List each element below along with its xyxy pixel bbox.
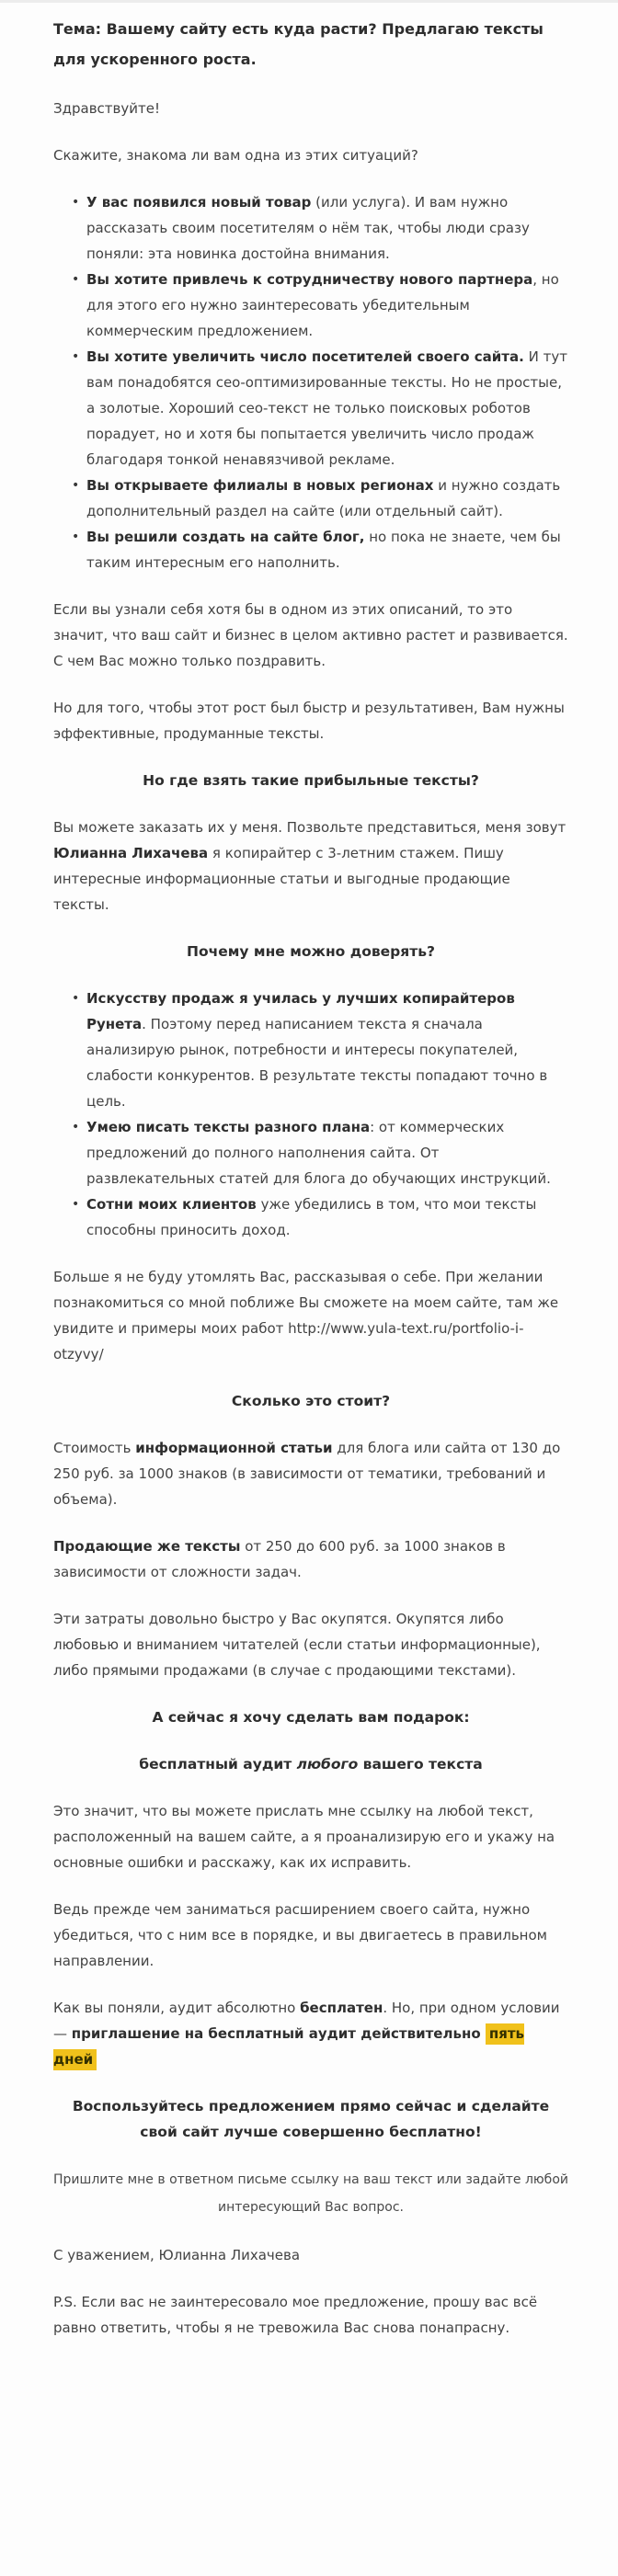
bold-text-segment: Умею писать тексты разного плана [86, 1119, 371, 1135]
text-segment: и нужно создать дополнительный раздел на сайте (или отдельный сайт). [86, 477, 561, 519]
bold-text-segment: любого [296, 1756, 359, 1772]
bold-text-segment: Сотни моих клиентов [86, 1196, 257, 1213]
payoff-paragraph [53, 1606, 568, 1683]
audit-rationale [53, 1897, 568, 1974]
heading-where-to-get-texts [53, 768, 568, 793]
text-segment: (или услуга). И вам нужно рассказать своим посетителям о нём так, чтобы люди сразу поняли: эта новинка достойна внимания. [86, 194, 530, 262]
info-article-price [53, 1435, 568, 1512]
bold-text-segment: Вы открываете филиалы в новых регионах [86, 477, 434, 494]
text-segment: я копирайтер с 3-летним стажем. Пишу интересные информационные статьи и выгодные продающие тексты. [53, 845, 510, 913]
text-segment: Больше я не буду утомлять Вас, рассказывая о себе. При желании познакомиться со мной поближе Вы сможете на моем сайте, там же увидите и примеры моих работ http://www.yula-text.ru/portfolio-i-otzyvy/ [53, 1269, 559, 1362]
heading-pricing [53, 1388, 568, 1414]
portfolio-paragraph [53, 1264, 568, 1367]
heading-gift [53, 1704, 568, 1730]
trust-reasons-list [53, 986, 568, 1243]
text-segment: . Но, при одном условии — [53, 2000, 560, 2042]
bold-text-segment: У вас появился новый товар [86, 194, 312, 211]
text-segment: Вы можете заказать их у меня. Позвольте представиться, меня зовут [53, 819, 566, 836]
bullet-item [86, 189, 568, 267]
bold-text-segment: Вы хотите привлечь к сотрудничеству нового партнера [86, 271, 533, 288]
recognition-paragraph [53, 597, 568, 674]
situations-list [53, 189, 568, 576]
bold-text-segment: Сколько это стоит? [231, 1393, 391, 1409]
highlighted-text: пять дней [53, 2023, 524, 2070]
text-segment: Как вы поняли, аудит абсолютно [53, 2000, 301, 2016]
signature [53, 2242, 568, 2268]
bold-text-segment: бесплатный аудит [139, 1756, 297, 1772]
text-segment: P.S. Если вас не заинтересовало мое предложение, прошу вас всё равно ответить, чтобы я не тревожила Вас снова понапрасну. [53, 2294, 538, 2336]
bullet-item [86, 524, 568, 576]
greeting [53, 96, 568, 121]
text-segment: Пришлите мне в ответном письме ссылку на ваш текст или задайте любой интересующий Вас вопрос. [53, 2172, 568, 2215]
heading-why-trust-me [53, 939, 568, 964]
text-segment: С уважением, Юлианна Лихачева [53, 2247, 301, 2263]
bold-text-segment: бесплатен [300, 2000, 383, 2016]
bold-text-segment: Почему мне можно доверять? [186, 943, 436, 960]
text-segment: Ведь прежде чем заниматься расширением своего сайта, нужно убедиться, что с ним все в порядке, и вы двигаетесь в правильном направлении. [53, 1901, 547, 1969]
selling-text-price [53, 1533, 568, 1585]
text-segment: Эти затраты довольно быстро у Вас окупятся. Окупятся либо любовью и вниманием читателей (если статьи информационные), либо прямыми продажами (в случае с продающими текстами). [53, 1611, 541, 1679]
audit-explanation [53, 1798, 568, 1875]
introduction-paragraph [53, 815, 568, 918]
bold-text-segment: А сейчас я хочу сделать вам подарок: [152, 1709, 470, 1726]
text-segment: Стоимость [53, 1440, 136, 1456]
postscript [53, 2289, 568, 2341]
subject-line [53, 14, 568, 74]
bullet-item [86, 473, 568, 524]
bold-text-segment: Воспользуйтесь предложением прямо сейчас и сделайте свой сайт лучше совершенно бесплатно! [72, 2098, 550, 2140]
text-segment: Если вы узнали себя хотя бы в одном из этих описаний, то это значит, что ваш сайт и бизнес в целом активно растет и развивается. С чем Вас можно только поздравить. [53, 601, 568, 669]
audit-condition [53, 1995, 568, 2072]
text-segment: Это значит, что вы можете прислать мне ссылку на любой текст, расположенный на вашем сайте, а я проанализирую его и укажу на основные ошибки и расскажу, как их исправить. [53, 1803, 555, 1871]
opening-question [53, 142, 568, 168]
bullet-item [86, 267, 568, 344]
bullet-item [86, 986, 568, 1114]
bold-text-segment: вашего текста [358, 1756, 483, 1772]
text-segment: Но для того, чтобы этот рост был быстр и результативен, Вам нужны эффективные, продуманные тексты. [53, 700, 565, 742]
bold-text-segment: Искусству продаж я училась у лучших копирайтеров Рунета [86, 990, 515, 1032]
bold-text-segment: Тема: Вашему сайту есть куда расти? Предлагаю тексты для ускоренного роста. [53, 20, 544, 68]
reply-instruction [53, 2166, 568, 2221]
bold-text-segment: информационной статьи [135, 1440, 333, 1456]
heading-free-audit [53, 1751, 568, 1777]
bullet-item [86, 1191, 568, 1243]
text-segment: . Поэтому перед написанием текста я сначала анализирую рынок, потребности и интересы покупателей, слабости конкурентов. В результате тексты попадают точно в цель. [86, 1016, 548, 1110]
bold-text-segment: приглашение на бесплатный аудит действительно [71, 2025, 486, 2042]
text-segment: уже убедились в том, что мои тексты способны приносить доход. [86, 1196, 537, 1238]
bold-text-segment: Юлианна Лихачева [53, 845, 209, 861]
text-segment: , но для этого его нужно заинтересовать убедительным коммерческим предложением. [86, 271, 559, 339]
text-segment: Скажите, знакома ли вам одна из этих ситуаций? [53, 147, 418, 164]
bold-text-segment: Вы хотите увеличить число посетителей своего сайта. [86, 348, 524, 365]
bold-text-segment: Вы решили создать на сайте блог, [86, 529, 365, 545]
bold-text-segment: Но где взять такие прибыльные тексты? [143, 772, 479, 789]
growth-paragraph [53, 695, 568, 747]
text-segment: : от коммерческих предложений до полного наполнения сайта. От развлекательных статей для блога до обучающих инструкций. [86, 1119, 551, 1187]
text-segment: для блога или сайта от 130 до 250 руб. за 1000 знаков (в зависимости от тематики, требований и объема). [53, 1440, 561, 1508]
text-segment: от 250 до 600 руб. за 1000 знаков в зависимости от сложности задач. [53, 1538, 506, 1580]
bullet-item [86, 1114, 568, 1191]
text-segment: Здравствуйте! [53, 100, 160, 117]
bullet-item [86, 344, 568, 473]
heading-call-to-action [53, 2093, 568, 2145]
text-segment: но пока не знаете, чем бы таким интересным его наполнить. [86, 529, 561, 571]
text-segment: И тут вам понадобятся сео-оптимизированные тексты. Но не простые, а золотые. Хороший сео-текст не только поисковых роботов порадует, но и хотя бы попытается увеличить число продаж благодаря тонкой ненавязчивой рекламе. [86, 348, 567, 468]
bold-text-segment: Продающие же тексты [53, 1538, 241, 1555]
